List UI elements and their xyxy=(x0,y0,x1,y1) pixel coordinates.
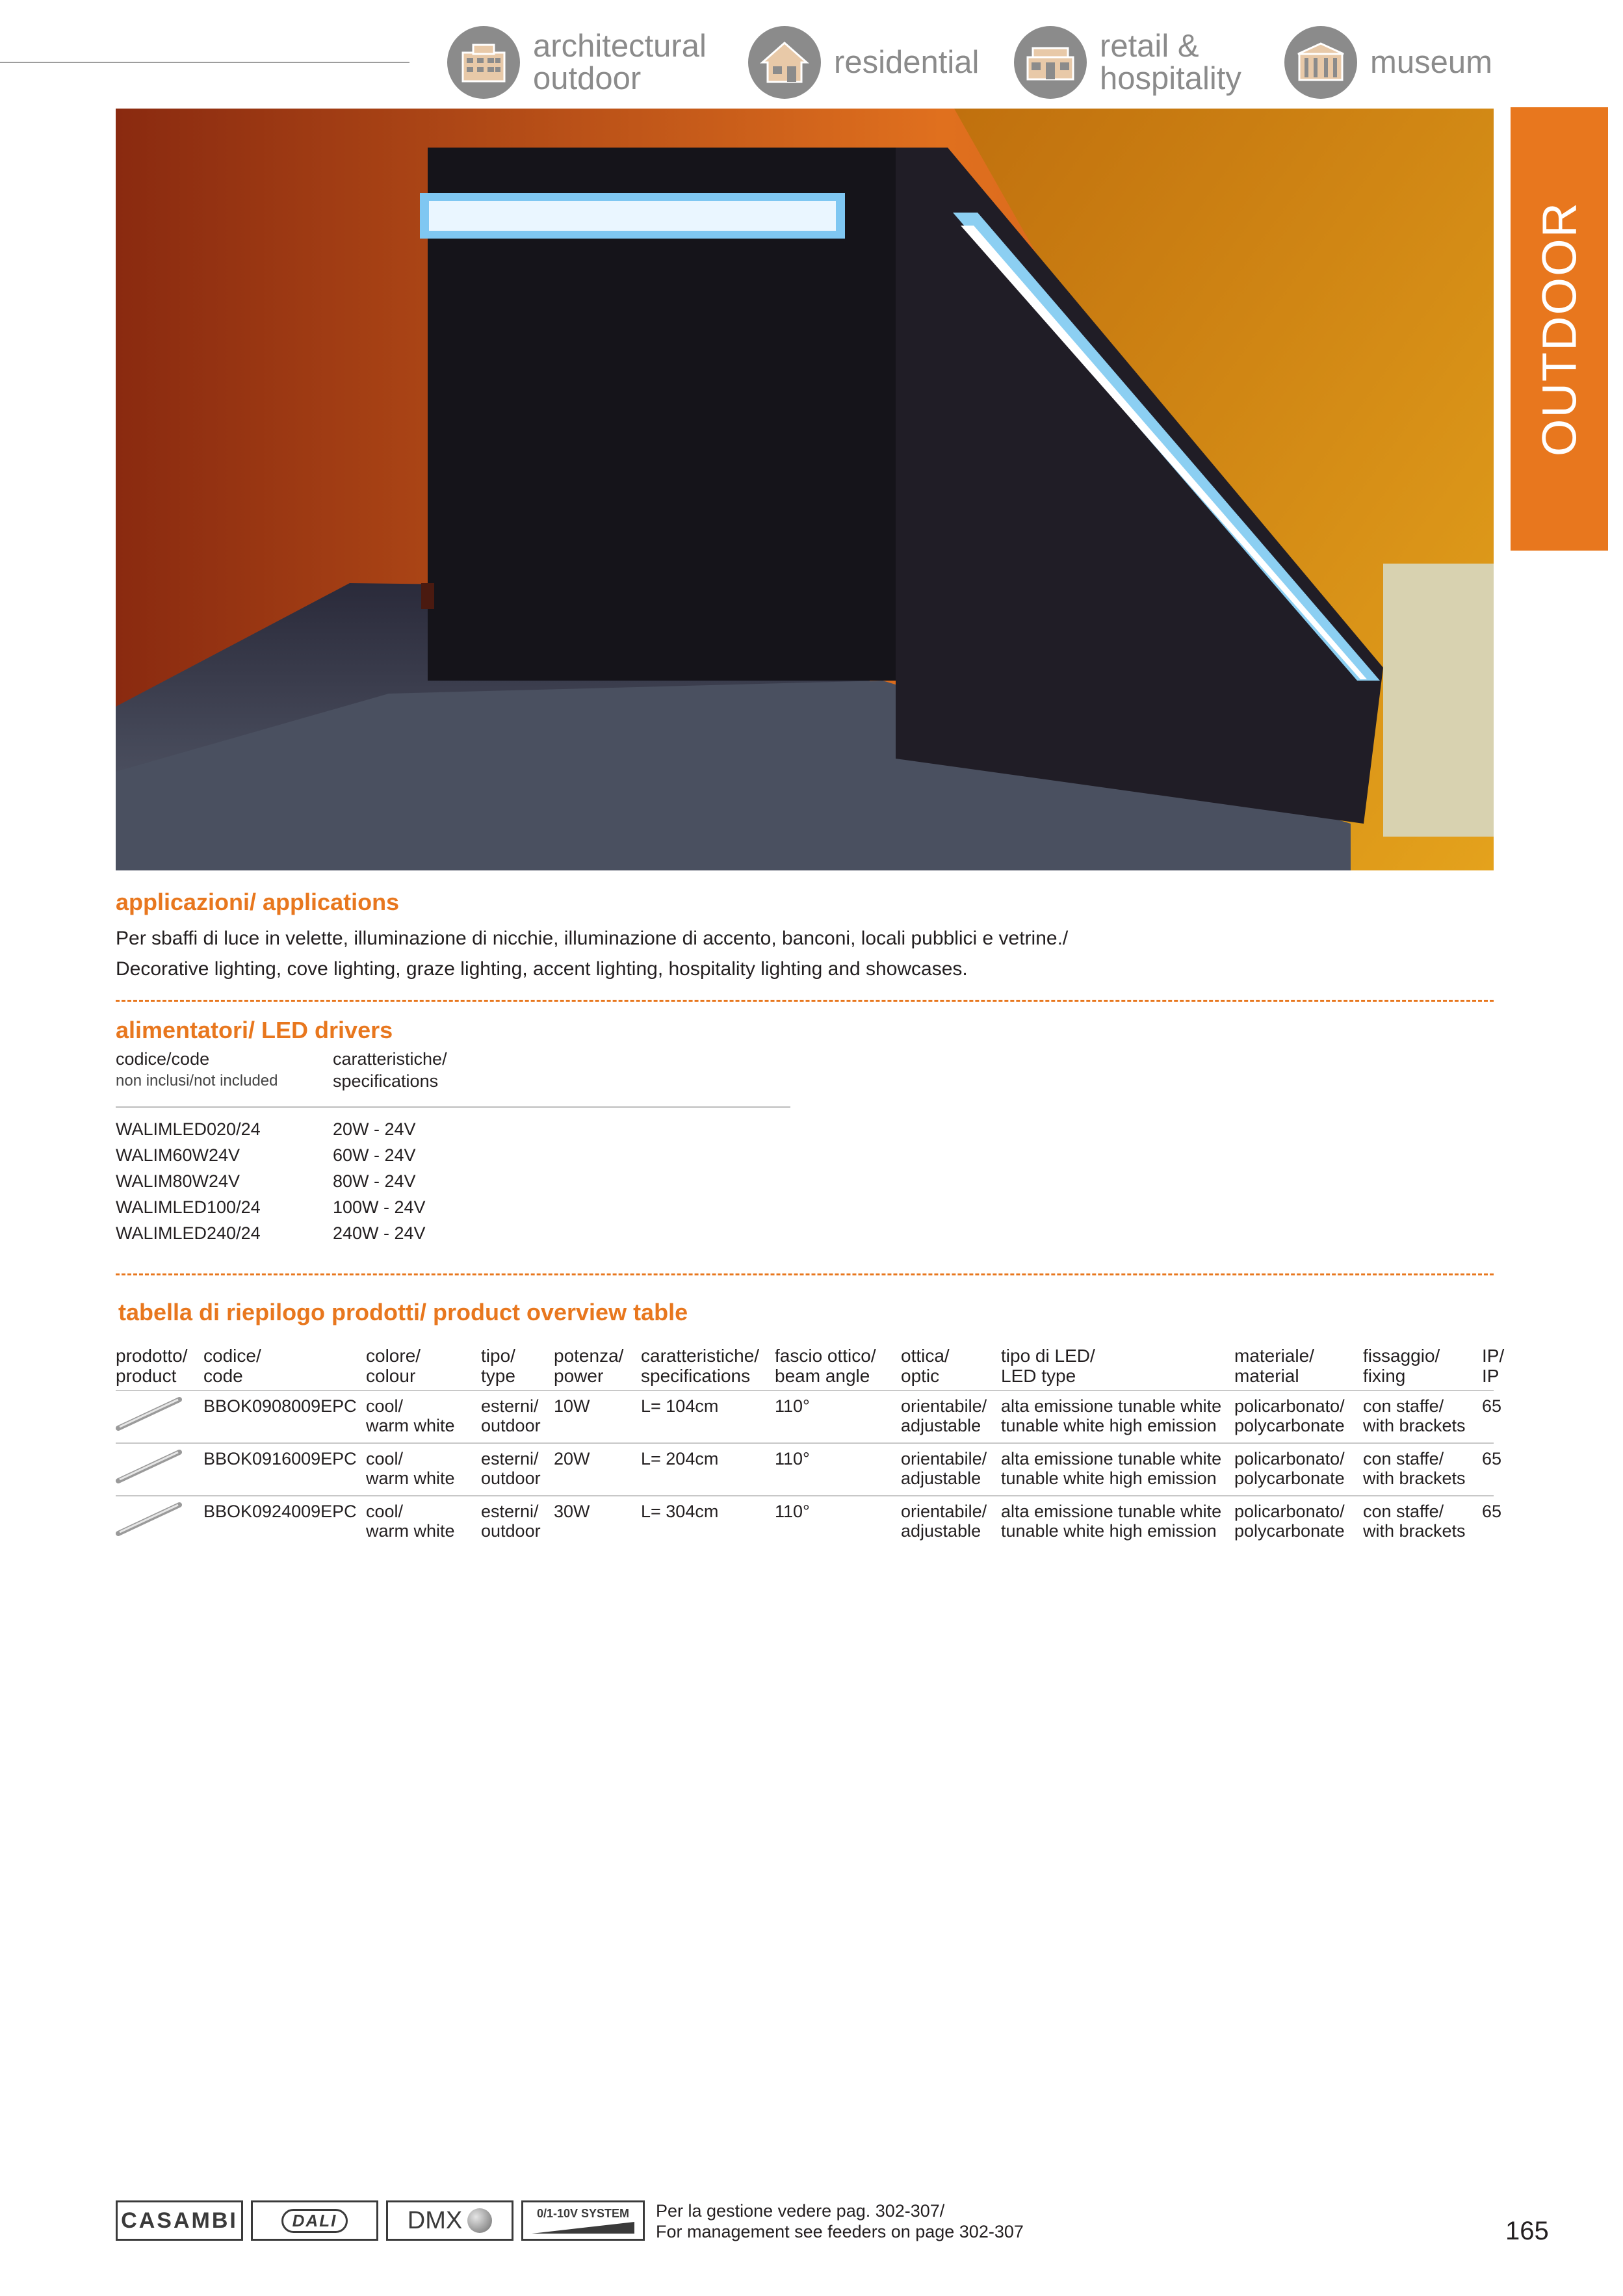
category-label-line1: architectural xyxy=(533,28,707,64)
fixing-line1: con staffe/ xyxy=(1363,1502,1444,1521)
dmx-sphere-icon xyxy=(467,2208,492,2233)
overview-heading: tabella di riepilogo prodotti/ product overview table xyxy=(118,1299,688,1325)
product-material xyxy=(1234,1396,1345,1435)
product-spec: L= 104cm xyxy=(641,1396,719,1416)
fixing-line1: con staffe/ xyxy=(1363,1396,1444,1416)
product-power: 30W xyxy=(554,1502,590,1521)
type-line2: outdoor xyxy=(481,1468,541,1488)
category-label-line1: museum xyxy=(1370,44,1492,80)
colour-line2: warm white xyxy=(366,1468,455,1488)
header-line1: codice/ xyxy=(203,1346,261,1366)
header-line2: code xyxy=(203,1366,243,1386)
optic-line1: orientabile/ xyxy=(901,1396,987,1416)
colour-line1: cool/ xyxy=(366,1449,404,1468)
building-icon xyxy=(447,26,520,99)
header-line2: material xyxy=(1234,1366,1299,1386)
applications-heading: applicazioni/ applications xyxy=(116,889,400,915)
dmx-logo-text: DMX xyxy=(407,2206,463,2234)
optic-line1: orientabile/ xyxy=(901,1502,987,1521)
category-label-line2: outdoor xyxy=(533,60,642,96)
category-retail-hospitality[interactable] xyxy=(1014,25,1241,99)
overview-col-header xyxy=(366,1346,421,1386)
product-application-photo xyxy=(116,109,1494,870)
management-note xyxy=(656,2200,1024,2242)
product-fixing xyxy=(1363,1396,1466,1435)
overview-col-header xyxy=(1001,1346,1095,1386)
product-led-type xyxy=(1001,1396,1221,1435)
led-bar-product-image xyxy=(116,1500,182,1539)
type-line1: esterni/ xyxy=(481,1502,539,1521)
overview-col-header xyxy=(1363,1346,1440,1386)
material-line2: polycarbonate xyxy=(1234,1416,1345,1435)
header-line2: power xyxy=(554,1366,604,1386)
overview-col-header xyxy=(481,1346,515,1386)
header-line1: potenza/ xyxy=(554,1346,624,1366)
dali-logo-text: DALI xyxy=(281,2209,348,2233)
applications-text-en: Decorative lighting, cove lighting, graze lighting, accent lighting, hospitality lighting and showcases. xyxy=(116,958,968,980)
driver-spec: 240W - 24V xyxy=(333,1223,426,1243)
product-colour xyxy=(366,1449,455,1488)
driver-spec: 80W - 24V xyxy=(333,1171,416,1191)
drivers-col-code-label: codice/code xyxy=(116,1049,210,1069)
fixing-line2: with brackets xyxy=(1363,1416,1466,1435)
product-code: BBOK0916009EPC xyxy=(203,1449,357,1468)
dimming-ramp-icon xyxy=(528,2221,638,2235)
drivers-col-spec-label2: specifications xyxy=(333,1071,439,1091)
product-type xyxy=(481,1449,541,1488)
drivers-col-code-header xyxy=(116,1048,278,1092)
header-line2: IP xyxy=(1482,1366,1500,1386)
driver-row xyxy=(116,1194,426,1220)
header-line1: ottica/ xyxy=(901,1346,950,1366)
product-spec: L= 304cm xyxy=(641,1502,719,1521)
section-tab-label: OUTDOOR xyxy=(1532,201,1587,457)
colour-line2: warm white xyxy=(366,1416,455,1435)
led-line2: tunable white high emission xyxy=(1001,1468,1217,1488)
driver-code: WALIMLED240/24 xyxy=(116,1223,261,1243)
dmx-logo xyxy=(386,2200,513,2241)
management-note-en: For management see feeders on page 302-307 xyxy=(656,2222,1024,2241)
table-rule xyxy=(116,1390,1494,1391)
fixing-line2: with brackets xyxy=(1363,1468,1466,1488)
category-museum[interactable] xyxy=(1284,25,1492,99)
led-line1: alta emissione tunable white xyxy=(1001,1396,1222,1416)
driver-spec: 20W - 24V xyxy=(333,1119,416,1139)
product-optic xyxy=(901,1396,987,1435)
header-line1: colore/ xyxy=(366,1346,421,1366)
page-number: 165 xyxy=(1505,2217,1549,2245)
driver-spec: 60W - 24V xyxy=(333,1145,416,1165)
product-material xyxy=(1234,1502,1345,1541)
house-icon xyxy=(748,26,821,99)
overview-col-header xyxy=(116,1346,188,1386)
product-type xyxy=(481,1396,541,1435)
product-optic xyxy=(901,1449,987,1488)
drivers-table xyxy=(116,1116,426,1246)
drivers-heading: alimentatori/ LED drivers xyxy=(116,1017,393,1043)
header-line2: beam angle xyxy=(775,1366,870,1386)
led-line1: alta emissione tunable white xyxy=(1001,1449,1222,1468)
category-label-line1: retail & xyxy=(1100,28,1199,64)
overview-col-header xyxy=(1234,1346,1314,1386)
optic-line1: orientabile/ xyxy=(901,1449,987,1468)
type-line1: esterni/ xyxy=(481,1449,539,1468)
driver-row xyxy=(116,1142,426,1168)
header-line1: caratteristiche/ xyxy=(641,1346,760,1366)
led-bar-product-image xyxy=(116,1447,182,1486)
led-line2: tunable white high emission xyxy=(1001,1521,1217,1541)
product-colour xyxy=(366,1502,455,1541)
product-code: BBOK0908009EPC xyxy=(203,1396,357,1416)
dali-logo xyxy=(251,2200,378,2241)
casambi-logo: CASAMBI xyxy=(116,2200,243,2241)
product-beam: 110° xyxy=(775,1449,810,1468)
optic-line2: adjustable xyxy=(901,1521,981,1541)
product-optic xyxy=(901,1502,987,1541)
overview-col-header xyxy=(641,1346,759,1386)
fixing-line1: con staffe/ xyxy=(1363,1449,1444,1468)
dimming-system-logo-text: 0/1-10V SYSTEM xyxy=(536,2206,630,2220)
header-line1: IP/ xyxy=(1482,1346,1505,1366)
section-tab-outdoor xyxy=(1511,107,1608,551)
header-line2: LED type xyxy=(1001,1366,1076,1386)
category-label-line2: hospitality xyxy=(1100,60,1241,96)
colour-line1: cool/ xyxy=(366,1502,404,1521)
table-rule xyxy=(116,1442,1494,1444)
overview-col-header xyxy=(1482,1346,1504,1386)
type-line1: esterni/ xyxy=(481,1396,539,1416)
optic-line2: adjustable xyxy=(901,1468,981,1488)
header-line2: colour xyxy=(366,1366,416,1386)
header-line1: fissaggio/ xyxy=(1363,1346,1440,1366)
header-line2: optic xyxy=(901,1366,940,1386)
product-material xyxy=(1234,1449,1345,1488)
product-fixing xyxy=(1363,1502,1466,1541)
driver-code: WALIMLED100/24 xyxy=(116,1197,261,1217)
product-type xyxy=(481,1502,541,1541)
product-led-type xyxy=(1001,1502,1221,1541)
overview-col-header xyxy=(775,1346,876,1386)
dimming-system-logo xyxy=(521,2200,645,2241)
product-power: 20W xyxy=(554,1449,590,1468)
header-line2: specifications xyxy=(641,1366,751,1386)
museum-icon xyxy=(1284,26,1357,99)
table-rule xyxy=(116,1495,1494,1496)
product-code: BBOK0924009EPC xyxy=(203,1502,357,1521)
product-ip: 65 xyxy=(1482,1396,1502,1416)
colour-line1: cool/ xyxy=(366,1396,404,1416)
shop-icon xyxy=(1014,26,1087,99)
driver-row xyxy=(116,1220,426,1246)
driver-row xyxy=(116,1168,426,1194)
led-line2: tunable white high emission xyxy=(1001,1416,1217,1435)
overview-col-header xyxy=(901,1346,950,1386)
product-fixing xyxy=(1363,1449,1466,1488)
header-rule xyxy=(0,62,409,63)
header-line2: product xyxy=(116,1366,177,1386)
driver-spec: 100W - 24V xyxy=(333,1197,426,1217)
header-line2: type xyxy=(481,1366,515,1386)
material-line2: polycarbonate xyxy=(1234,1468,1345,1488)
type-line2: outdoor xyxy=(481,1416,541,1435)
management-note-it: Per la gestione vedere pag. 302-307/ xyxy=(656,2201,945,2221)
section-divider xyxy=(116,1273,1494,1275)
category-label-line1: residential xyxy=(834,44,980,80)
product-beam: 110° xyxy=(775,1502,810,1521)
material-line1: policarbonato/ xyxy=(1234,1449,1345,1468)
drivers-col-spec-header xyxy=(333,1048,447,1092)
product-power: 10W xyxy=(554,1396,590,1416)
drivers-table-rule xyxy=(116,1106,790,1108)
material-line1: policarbonato/ xyxy=(1234,1396,1345,1416)
driver-row xyxy=(116,1116,426,1142)
header-line1: prodotto/ xyxy=(116,1346,188,1366)
overview-col-header xyxy=(554,1346,623,1386)
product-ip: 65 xyxy=(1482,1502,1502,1521)
product-spec: L= 204cm xyxy=(641,1449,719,1468)
product-ip: 65 xyxy=(1482,1449,1502,1468)
led-bar-product-image xyxy=(116,1394,182,1433)
colour-line2: warm white xyxy=(366,1521,455,1541)
header-line1: fascio ottico/ xyxy=(775,1346,876,1366)
product-led-type xyxy=(1001,1449,1221,1488)
fixing-line2: with brackets xyxy=(1363,1521,1466,1541)
header-line1: tipo/ xyxy=(481,1346,515,1366)
driver-code: WALIM80W24V xyxy=(116,1171,240,1191)
section-divider xyxy=(116,1000,1494,1002)
applications-text-it: Per sbaffi di luce in velette, illuminazione di nicchie, illuminazione di accento, banconi, locali pubblici e vetrine./ xyxy=(116,928,1069,949)
header-line1: materiale/ xyxy=(1234,1346,1314,1366)
driver-code: WALIMLED020/24 xyxy=(116,1119,261,1139)
material-line2: polycarbonate xyxy=(1234,1521,1345,1541)
optic-line2: adjustable xyxy=(901,1416,981,1435)
type-line2: outdoor xyxy=(481,1521,541,1541)
product-beam: 110° xyxy=(775,1396,810,1416)
category-residential[interactable] xyxy=(748,25,979,99)
drivers-col-spec-label1: caratteristiche/ xyxy=(333,1049,447,1069)
driver-code: WALIM60W24V xyxy=(116,1145,240,1165)
overview-col-header xyxy=(203,1346,261,1386)
category-architectural-outdoor[interactable] xyxy=(447,25,707,99)
applications-text xyxy=(116,923,1068,984)
header-line1: tipo di LED/ xyxy=(1001,1346,1095,1366)
led-line1: alta emissione tunable white xyxy=(1001,1502,1222,1521)
drivers-col-code-note: non inclusi/not included xyxy=(116,1072,278,1089)
header-line2: fixing xyxy=(1363,1366,1406,1386)
product-colour xyxy=(366,1396,455,1435)
material-line1: policarbonato/ xyxy=(1234,1502,1345,1521)
